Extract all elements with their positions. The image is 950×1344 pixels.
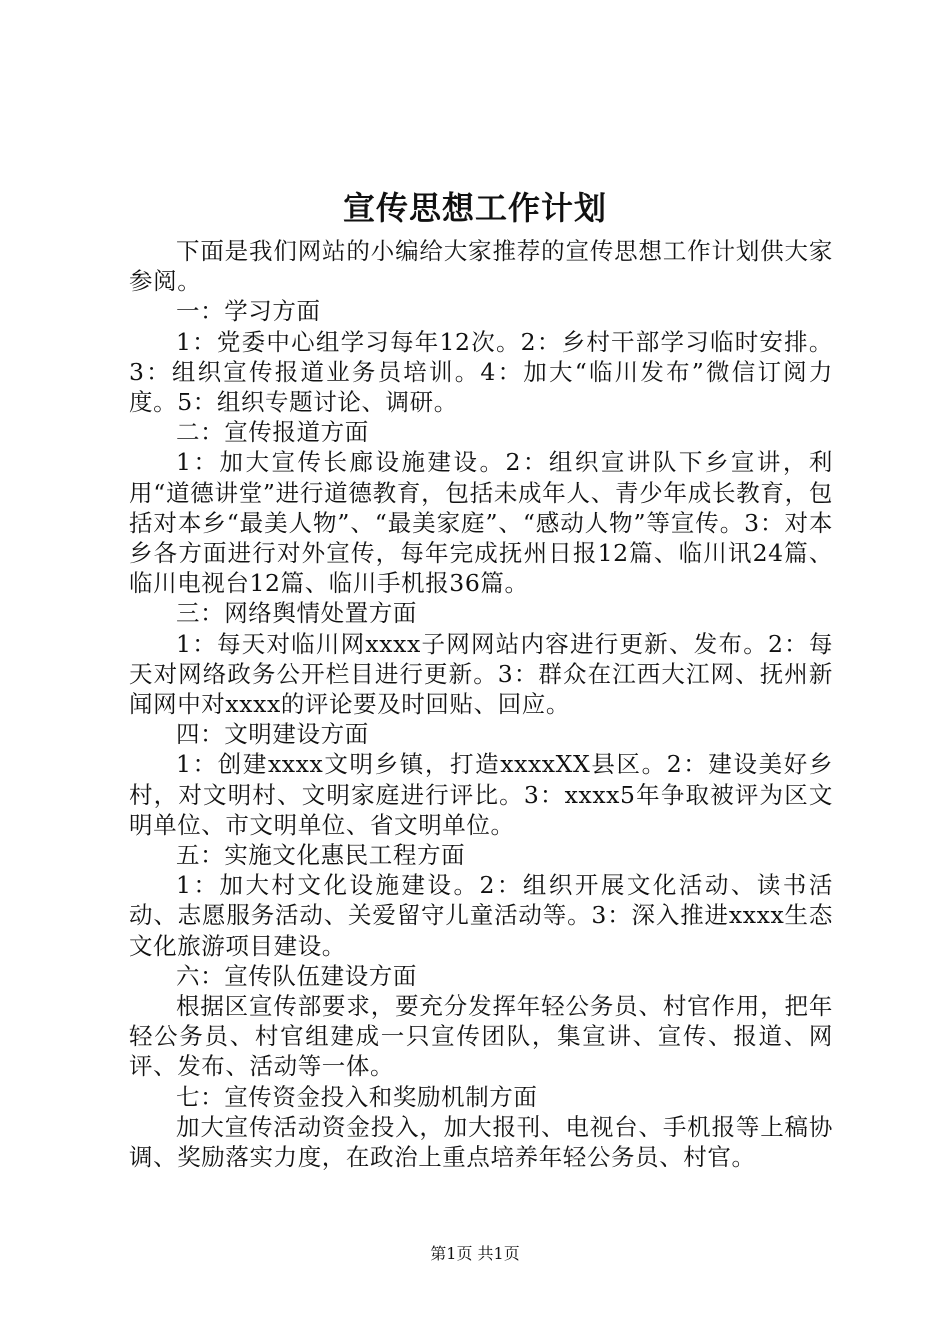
section-content-reporting: 1：加大宣传长廊设施建设。2：组织宣讲队下乡宣讲，利用“道德讲堂”进行道德教育，包括未成年人、青少年成长教育，包括对本乡“最美人物”、“最美家庭”、“感动人物”等宣传。3：对本乡各方面进行对外宣传，每年完成抚州日报12篇、临川讯24篇、临川电视台12篇、临川手机报36篇。 [129,448,833,598]
section-heading-reporting: 二：宣传报道方面 [176,418,369,447]
intro-paragraph: 下面是我们网站的小编给大家推荐的宣传思想工作计划供大家参阅。 [129,237,833,296]
section-heading-culture: 五：实施文化惠民工程方面 [176,841,466,870]
section-content-civilization: 1：创建xxxx文明乡镇，打造xxxxXX县区。2：建设美好乡村，对文明村、文明家庭进行评比。3：xxxx5年争取被评为区文明单位、市文明单位、省文明单位。 [129,750,833,839]
section-heading-study: 一：学习方面 [176,297,321,326]
section-heading-team: 六：宣传队伍建设方面 [176,961,417,990]
document-body [129,236,833,1172]
page-footer: 第1页 共1页 [430,1244,520,1263]
section-content-funding: 加大宣传活动资金投入，加大报刊、电视台、手机报等上稿协调、奖励落实力度，在政治上重点培养年轻公务员、村官。 [129,1112,833,1172]
section-content-culture: 1：加大村文化设施建设。2：组织开展文化活动、读书活动、志愿服务活动、关爱留守儿童活动等。3：深入推进xxxx生态文化旅游项目建设。 [129,871,833,960]
section-content-team: 根据区宣传部要求，要充分发挥年轻公务员、村官作用，把年轻公务员、村官组建成一只宣传团队，集宣讲、宣传、报道、网评、发布、活动等一体。 [129,992,833,1081]
document-title: 宣传思想工作计划 [342,189,607,227]
section-content-study: 1：党委中心组学习每年12次。2：乡村干部学习临时安排。3：组织宣传报道业务员培训。4：加大“临川发布”微信订阅力度。5：组织专题讨论、调研。 [129,327,833,417]
section-heading-network: 三：网络舆情处置方面 [176,599,417,628]
section-content-network: 1：每天对临川网xxxx子网网站内容进行更新、发布。2：每天对网络政务公开栏目进行更新。3：群众在江西大江网、抚州新闻网中对xxxx的评论要及时回贴、回应。 [129,629,833,719]
section-heading-civilization: 四：文明建设方面 [176,720,369,749]
section-heading-funding: 七：宣传资金投入和奖励机制方面 [176,1082,538,1111]
